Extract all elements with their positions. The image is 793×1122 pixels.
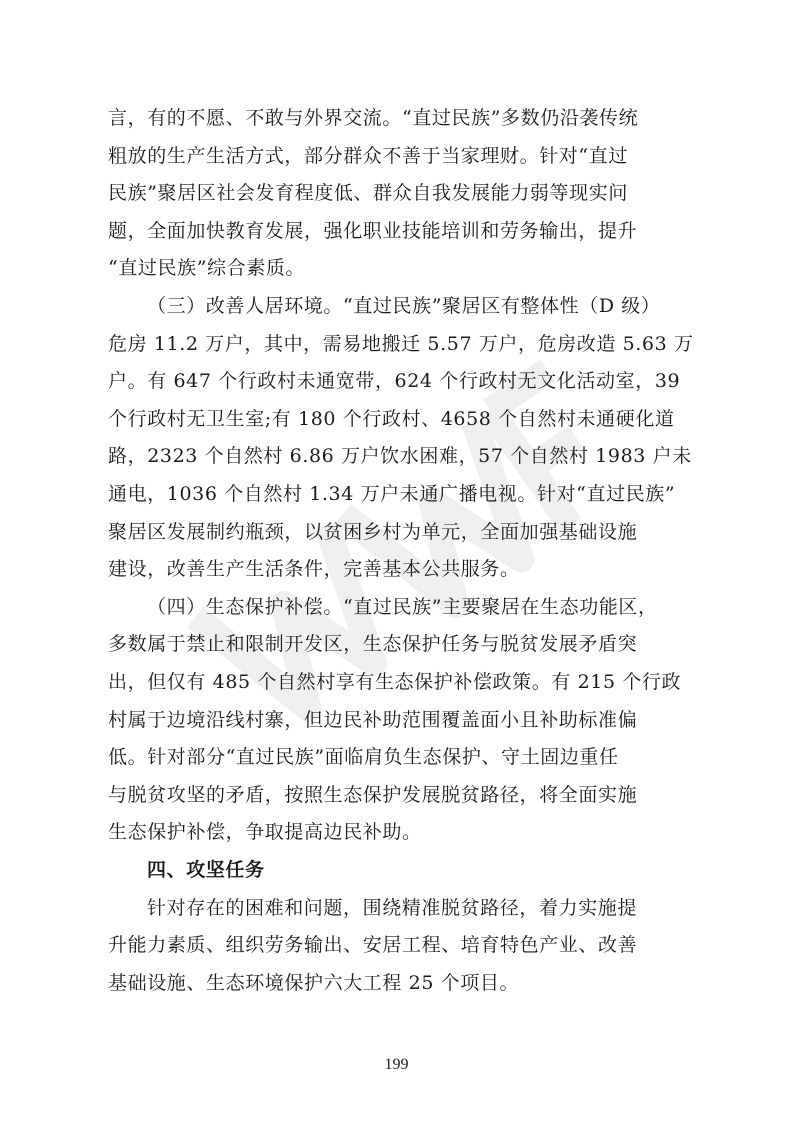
body-line: 路，2323 个自然村 6.86 万户饮水困难，57 个自然村 1983 户未	[108, 445, 692, 468]
body-line: 基础设施、生态环境保护六大工程 25 个项目。	[108, 971, 520, 994]
body-line: 题，全面加快教育发展，强化职业技能培训和劳务输出，提升	[108, 219, 638, 242]
page-number: 199	[384, 1056, 409, 1073]
body-line: 生态保护补偿，争取提高边民补助。	[108, 821, 422, 844]
body-line: 通电，1036 个自然村 1.34 万户未通广播电视。针对“直过民族”	[108, 483, 676, 505]
body-line: 聚居区发展制约瓶颈，以贫困乡村为单元，全面加强基础设施	[108, 520, 638, 543]
body-line: 粗放的生产生活方式，部分群众不善于当家理财。针对“直过	[108, 144, 628, 167]
body-line: 低。针对部分“直过民族”面临肩负生态保护、守土固边重任	[108, 746, 619, 769]
body-line: 危房 11.2 万户，其中，需易地搬迁 5.57 万户，危房改造 5.63 万	[108, 332, 694, 355]
section-four-heading: （四）生态保护补偿。“直过民族”主要聚居在生态功能区，	[147, 595, 658, 618]
body-line: 针对存在的困难和问题，围绕精准脱贫路径，着力实施提	[147, 896, 638, 919]
body-line: 户。有 647 个行政村未通宽带，624 个行政村无文化活动室，39	[108, 370, 681, 393]
body-line: 升能力素质、组织劳务输出、安居工程、培育特色产业、改善	[108, 934, 638, 957]
body-line: 出，但仅有 485 个自然村享有生态保护补偿政策。有 215 个行政	[108, 671, 682, 693]
body-line: 民族”聚居区社会发育程度低、群众自我发展能力弱等现实问	[108, 182, 628, 205]
section-three-heading: （三）改善人居环境。“直过民族”聚居区有整体性（D 级）	[147, 295, 661, 317]
body-line: 言，有的不愿、不敢与外界交流。“直过民族”多数仍沿袭传统	[108, 107, 639, 129]
body-line: “直过民族”综合素质。	[108, 257, 306, 280]
section-heading-tasks: 四、攻坚任务	[147, 859, 265, 881]
body-line: 多数属于禁止和限制开发区，生态保护任务与脱贫发展矛盾突	[108, 633, 638, 656]
body-line: 与脱贫攻坚的矛盾，按照生态保护发展脱贫路径，将全面实施	[108, 783, 638, 806]
body-line: 个行政村无卫生室;有 180 个行政村、4658 个自然村未通硬化道	[108, 407, 675, 430]
body-line: 村属于边境沿线村寨，但边民补助范围覆盖面小且补助标准偏	[108, 708, 638, 731]
body-line: 建设，改善生产生活条件，完善基本公共服务。	[108, 558, 520, 581]
